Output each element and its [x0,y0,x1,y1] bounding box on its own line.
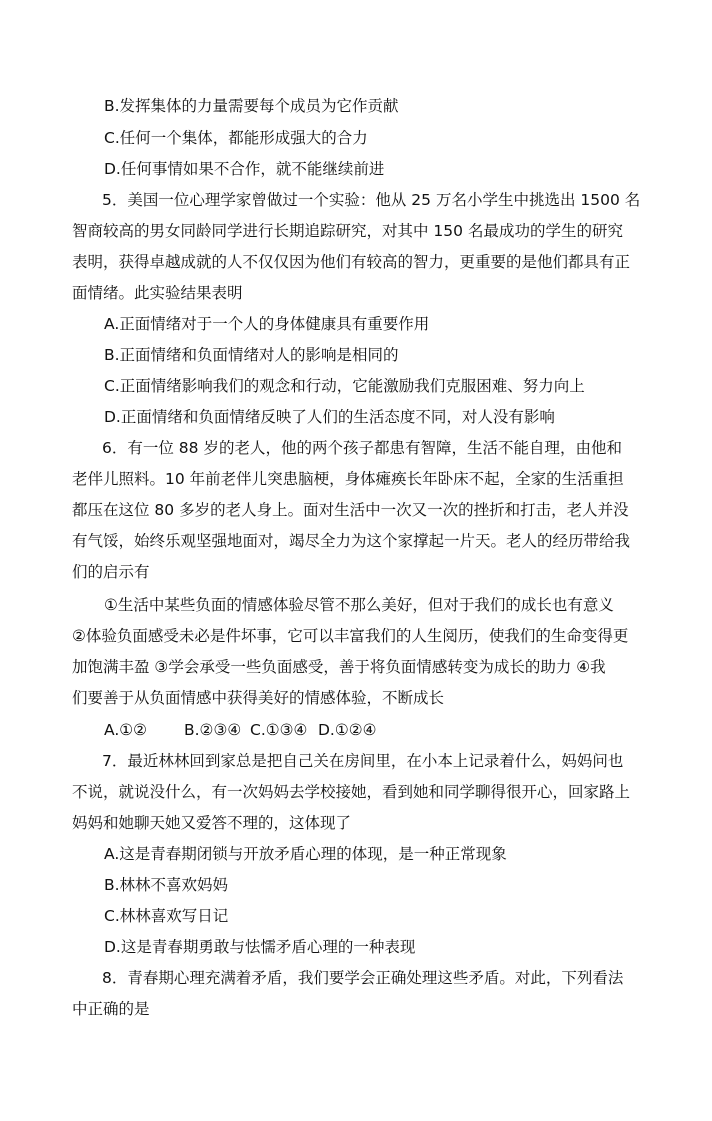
q5-stem-line-4: 面情绪。此实验结果表明 [72,284,243,302]
q6-stem-line-4: 有气馁，始终乐观坚强地面对，竭尽全力为这个家撑起一片天。老人的经历带给我 [72,532,631,550]
q4-option-b: B.发挥集体的力量需要每个成员为它作贡献 [104,97,399,115]
q5-option-d: D.正面情绪和负面情绪反映了人们的生活态度不同，对人没有影响 [104,408,555,426]
q4-option-c: C.任何一个集体，都能形成强大的合力 [104,129,368,147]
q6-statement-line-4: 们要善于从负面情感中获得美好的情感体验，不断成长 [72,689,445,707]
q7-option-b: B.林林不喜欢妈妈 [104,876,229,894]
q7-option-a: A.这是青春期闭锁与开放矛盾心理的体现，是一种正常现象 [104,845,507,863]
q6-stem-line-3: 都压在这位 80 多岁的老人身上。面对生活中一次又一次的挫折和打击，老人并没 [72,501,629,519]
q5-option-a: A.正面情绪对于一个人的身体健康具有重要作用 [104,315,430,333]
q5-stem-line-1: 5．美国一位心理学家曾做过一个实验：他从 25 万名小学生中挑选出 1500 名 [102,191,641,209]
q6-stem-line-1: 6．有一位 88 岁的老人，他的两个孩子都患有智障，生活不能自理，由他和 [102,439,622,457]
q8-stem-line-2: 中正确的是 [72,1000,150,1018]
q7-option-c: C.林林喜欢写日记 [104,907,229,925]
q7-stem-line-3: 妈妈和她聊天她又爱答不理的，这体现了 [72,814,352,832]
q6-statement-line-2: ②体验负面感受未必是件坏事，它可以丰富我们的人生阅历，使我们的生命变得更 [72,627,629,645]
q6-choice-c: C.①③④ [250,721,308,739]
q6-choice-a: A.①② [104,721,148,739]
q8-stem-line-1: 8．青春期心理充满着矛盾，我们要学会正确处理这些矛盾。对此，下列看法 [102,969,624,987]
q7-stem-line-2: 不说，就说没什么，有一次妈妈去学校接她，看到她和同学聊得很开心，回家路上 [72,783,631,801]
q6-statement-line-1: ①生活中某些负面的情感体验尽管不那么美好，但对于我们的成长也有意义 [104,596,614,614]
q6-choice-d: D.①②④ [318,721,377,739]
q4-option-d: D.任何事情如果不合作，就不能继续前进 [104,160,385,178]
q5-option-c: C.正面情绪影响我们的观念和行动，它能激励我们克服困难、努力向上 [104,377,585,395]
q7-option-d: D.这是青春期勇敢与怯懦矛盾心理的一种表现 [104,938,416,956]
q6-stem-line-2: 老伴儿照料。10 年前老伴儿突患脑梗，身体瘫痪长年卧床不起，全家的生活重担 [72,470,624,488]
q5-stem-line-3: 表明，获得卓越成就的人不仅仅因为他们有较高的智力，更重要的是他们都具有正 [72,253,631,271]
q6-statement-line-3: 加饱满丰盈 ③学会承受一些负面感受，善于将负面情感转变为成长的助力 ④我 [72,658,606,676]
q6-stem-line-5: 们的启示有 [72,563,150,581]
q7-stem-line-1: 7．最近林林回到家总是把自己关在房间里，在小本上记录着什么，妈妈问也 [102,752,624,770]
q5-stem-line-2: 智商较高的男女同龄同学进行长期追踪研究，对其中 150 名最成功的学生的研究 [72,222,623,240]
q5-option-b: B.正面情绪和负面情绪对人的影响是相同的 [104,346,399,364]
q6-choice-b: B.②③④ [184,721,242,739]
q6-choices [104,720,377,740]
